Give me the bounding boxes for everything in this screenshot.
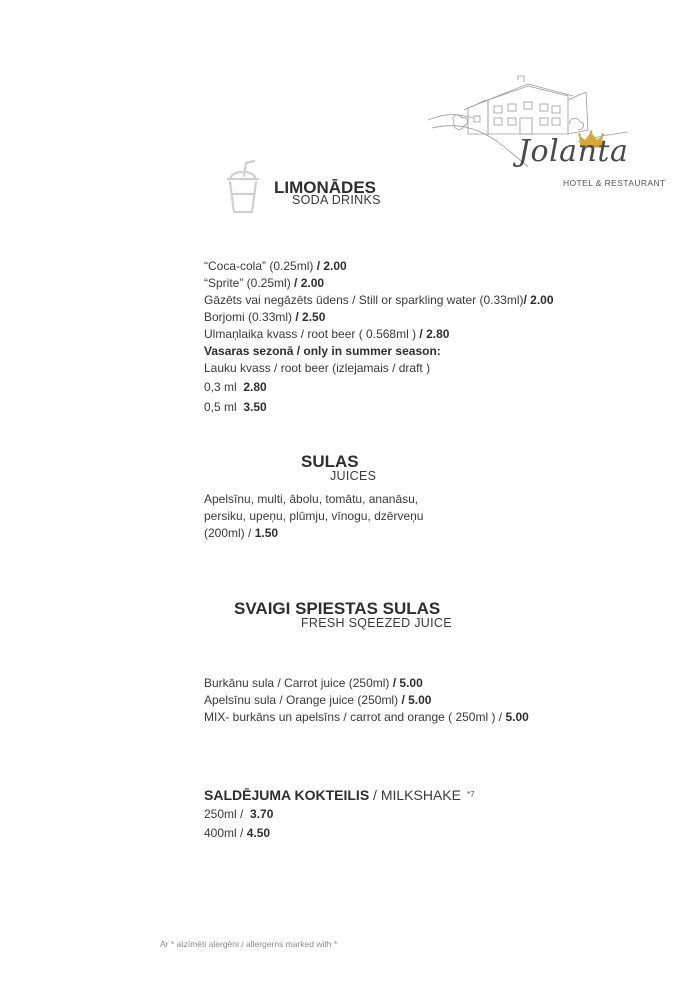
- list-item: [204, 399, 554, 416]
- item-price: / 2.80: [416, 327, 450, 341]
- season-note: Vasaras sezonā / only in summer season:: [204, 344, 441, 358]
- fresh-juice-subtitle: FRESH SQEEZED JUICE: [301, 616, 452, 630]
- item-size: 400ml /: [204, 826, 244, 840]
- list-item: [204, 309, 554, 326]
- item-name: Borjomi (0.33ml): [204, 310, 293, 324]
- juices-subtitle: JUICES: [330, 469, 377, 483]
- allergen-mark: *7: [466, 790, 475, 799]
- item-price: 4.50: [243, 826, 271, 840]
- item-name: Gāzēts vai negāzēts ūdens / Still or sparkling water (0.33ml): [204, 293, 524, 307]
- item-price: 3.70: [243, 807, 274, 821]
- item-price: / 2.50: [292, 310, 326, 324]
- logo-subtitle: HOTEL & RESTAURANT: [563, 178, 666, 188]
- list-item: [204, 525, 423, 542]
- juice-flavours-line: persiku, upeņu, plūmju, vīnogu, dzērveņu: [204, 509, 424, 523]
- item-name: “Sprite” (0.25ml): [204, 276, 291, 290]
- item-price: 5.00: [502, 710, 529, 724]
- draft-item: Lauku kvass / root beer (izlejamais / draft ): [204, 361, 431, 375]
- list-item: [204, 292, 554, 309]
- item-name: Ulmaņlaika kvass / root beer ( 0.568ml ): [204, 327, 417, 341]
- item-size: (200ml) /: [204, 526, 255, 540]
- item-price: 3.50: [243, 400, 267, 414]
- soda-cup-icon: [225, 160, 261, 216]
- item-name: “Coca-cola” (0.25ml): [204, 259, 314, 273]
- list-item: [204, 379, 554, 396]
- list-item: [204, 258, 554, 275]
- milkshake-title-rest: / MILKSHAKE: [369, 787, 461, 803]
- item-name: MIX- burkāns un apelsīns / carrot and orange ( 250ml ) /: [204, 710, 503, 724]
- item-price: / 2.00: [313, 259, 347, 273]
- list-item: [204, 275, 554, 292]
- juices-title: SULAS: [301, 452, 359, 471]
- fresh-juice-title: SVAIGI SPIESTAS SULAS: [234, 599, 441, 618]
- juices-list: [204, 491, 423, 542]
- milkshake-title-bold: SALDĒJUMA KOKTEILIS: [204, 787, 370, 803]
- sodas-subtitle: SODA DRINKS: [292, 193, 381, 207]
- list-item: [204, 692, 529, 709]
- item-price: / 5.00: [389, 676, 423, 690]
- milkshake-list: [204, 806, 273, 842]
- list-item: [204, 825, 273, 842]
- sodas-title: LIMONĀDES: [274, 178, 376, 197]
- item-name: Apelsīnu sula / Orange juice (250ml): [204, 693, 399, 707]
- item-name: Burkānu sula / Carrot juice (250ml): [204, 676, 390, 690]
- list-item: [204, 326, 554, 343]
- allergen-footer-note: Ar * atzīmēti alergēni / allergerns marked with *: [160, 939, 338, 949]
- restaurant-logo: [428, 72, 666, 200]
- juice-flavours-line: Apelsīnu, multi, ābolu, tomātu, ananāsu,: [204, 492, 419, 506]
- item-size: 250ml /: [204, 807, 244, 821]
- item-size: 0,5 ml: [204, 400, 237, 414]
- item-price: / 2.00: [523, 293, 554, 307]
- item-price: 1.50: [254, 526, 279, 540]
- list-item: [204, 709, 529, 726]
- logo-name: Jolanta: [518, 134, 629, 169]
- list-item: [204, 806, 273, 823]
- fresh-juice-list: [204, 675, 529, 726]
- item-price: / 2.00: [290, 276, 325, 290]
- sodas-list: [204, 258, 554, 416]
- list-item: [204, 675, 529, 692]
- item-price: / 5.00: [398, 693, 432, 707]
- item-price: 2.80: [243, 380, 267, 394]
- milkshake-title: [204, 787, 475, 805]
- item-size: 0,3 ml: [204, 380, 237, 394]
